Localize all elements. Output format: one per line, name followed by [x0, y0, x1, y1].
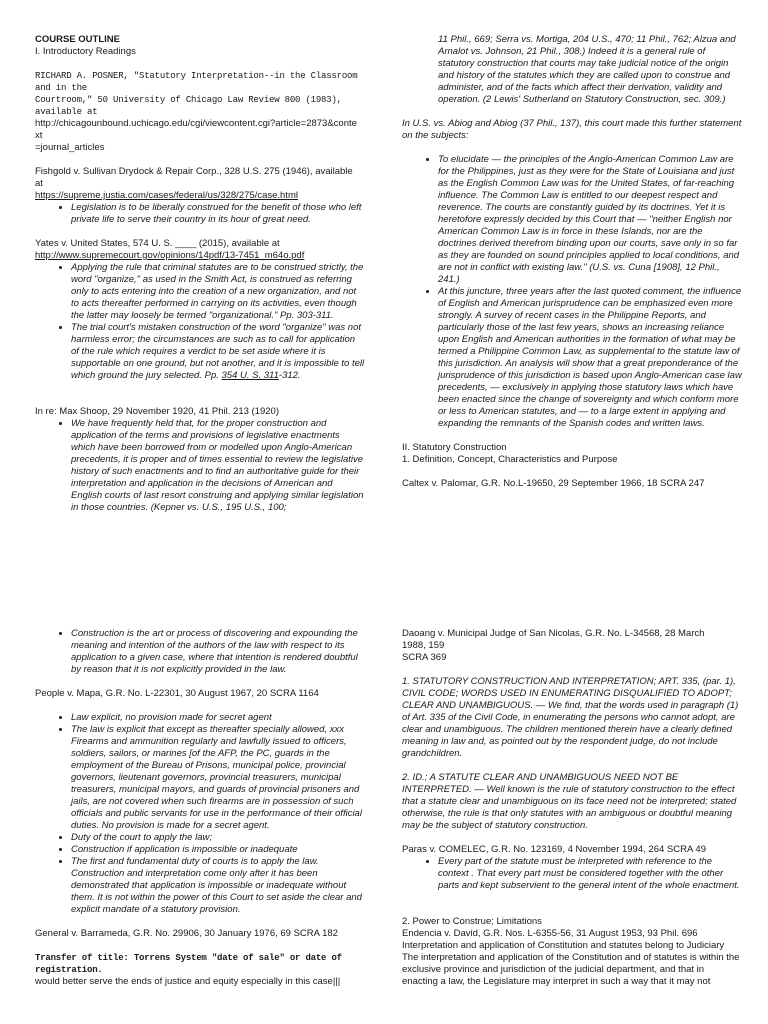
mapa-bullets [35, 712, 365, 916]
bullet-item: • At this juncture, three years after the last quoted comment, the influence of English and American jurisprudence can be emphasized even more strongly. A survey of recent cases in the Philippine Reports, and particularly those of the last few years, shows an increasing reliance upon English and American authorities in the formation of what may be termed a Philippine Common Law, as supplemental to the statute law of this jurisdiction. An analysis will show that a great preponderance of the jurisprudence of this jurisdiction is based upon Anglo-American case law precedents, — exclusively in applying those statutory laws which have been enacted since the change of sovereignty and which conform more or less to American statutes, and — to a large extent in applying and expanding the remnants of the Spanish codes and written laws. [438, 286, 742, 430]
yates-bullets [35, 262, 365, 382]
bullet-item: • Law explicit, no provision made for secret agent [71, 712, 365, 724]
torrens-heading: Transfer of title: Torrens System "date of sale" or date of registration. [35, 953, 342, 975]
yates-citation: Yates v. United States, 574 U. S. ____ (2015), available at [35, 238, 280, 249]
endencia-citation: Endencia v. David, G.R. Nos. L-6355-56, 31 August 1953, 93 Phil. 696 [402, 928, 698, 939]
paras-bullets [402, 856, 742, 892]
column-top-left [35, 34, 365, 514]
fishgold-citation: Fishgold v. Sullivan Drydock & Repair Corp., 328 U.S. 275 (1946), available [35, 166, 353, 177]
bullet-item: • Construction is the art or process of discovering and expounding the meaning and intention of the authors of the law with respect to its application to a given case, where that intention is rendered doubtful by reason that it is not explicitly provided in the law. [71, 628, 365, 676]
subsection-heading-definition: 1. Definition, Concept, Characteristics and Purpose [402, 454, 618, 465]
posner-url-line: xt [35, 130, 43, 141]
section-heading-introductory: I. Introductory Readings [35, 46, 136, 57]
daoang-citation: SCRA 369 [402, 652, 447, 663]
bullet-item: • We have frequently held that, for the proper construction and application of the terms and provisions of legislative enactments which have been borrowed from or modelled upon Anglo-American precedents, it is proper and of times essential to review the legislative history of such enactments and to find an authoritative guide for their interpretation and application in the decisions of American and English courts of last resort construing and applying similar legislation in those countries. (Kepner vs. U.S., 195 U.S., 100; [71, 418, 365, 514]
bullet-item [71, 322, 365, 382]
bullet-item: • Applying the rule that criminal statutes are to be construed strictly, the word "organize," as used in the Smith Act, is construed as referring only to acts entering into the creation of a new organization, and not to acts thereafter performed in carrying on its activities, even though the latter may loosely be termed "organizational." Pp. 303-311. [71, 262, 365, 322]
posner-url-line: http://chicagounbound.uchicago.edu/cgi/viewcontent.cgi?article=2873&conte [35, 118, 357, 129]
section-heading-statutory: II. Statutory Construction [402, 442, 507, 453]
bullet-text: The trial court's mistaken construction of the word "organize" was not harmless error; the circumstances are such as to call for application of the rule which requires a verdict to be set aside where it is supportable on one ground, but not another, and it is impossible to tell which ground the jury selected. Pp. [71, 322, 365, 381]
fishgold-bullets [35, 202, 365, 226]
bullet-item: • Construction if application is impossible or inadequate [71, 844, 365, 856]
posner-citation-line: Courtroom," 50 University of Chicago Law Review 800 (1983), available at [35, 95, 342, 117]
bullet-text: -312. [278, 370, 301, 381]
bullet-item: • Every part of the statute must be interpreted with reference to the context . That every part must be considered together with the other parts and kept subservient to the general intent of the whole enactment. [438, 856, 742, 892]
course-outline-title: COURSE OUTLINE [35, 34, 120, 45]
shoop-continuation: 11 Phil., 669; Serra vs. Mortiga, 204 U.S., 470; 11 Phil., 762; Alzua and Arnalot vs. Johnson, 21 Phil., 308.) Indeed it is a general rule of statutory construction that courts may take judicial notice of the origin and history of the statutes which they are called upon to construe and administer, and of the facts which affect their derivation, validity and operation. (2 Lewis' Sutherland on Statutory Construction, sec. 309.) [438, 34, 736, 105]
construction-bullets [35, 628, 365, 676]
yates-link[interactable]: http://www.supremecourt.gov/opinions/14pdf/13-7451_m64o.pdf [35, 250, 305, 261]
bullet-item: • The law is explicit that except as thereafter specially allowed, xxx Firearms and ammunition regularly and lawfully issued to officers, soldiers, sailors, or marines [of the AFP, the PC, guards in the employment of the Bureau of Prisons, municipal police, provincial governors, lieutenant governors, provincial treasurers, municipal treasurers, municipal mayors, and guards of provincial prisoners and jails, are not covered when such firearms are in possession of such officials and public servants for use in the performance of their official duties. No provision is made for a secret agent. [71, 724, 365, 832]
bullet-item: • The first and fundamental duty of courts is to apply the law. Construction and interpretation come only after it has been demonstrated that application is impossible or inadequate without them. It is not within the power of this Court to set aside the clear and explicit mandate of a statutory provision. [71, 856, 365, 916]
shoop-citation: In re: Max Shoop, 29 November 1920, 41 Phil. 213 (1920) [35, 406, 279, 417]
endencia-paragraph: The interpretation and application of the Constitution and of statutes is within the exclusive province and jurisdiction of the judicial department, and that in enacting a law, the Legislature may interpret in such a way that it may not [402, 952, 740, 987]
shoop-bullets [35, 418, 365, 514]
bullet-item: • Legislation is to be liberally construed for the benefit of those who left private life to serve their country in its hour of great need. [71, 202, 365, 226]
paras-citation: Paras v. COMELEC, G.R. No. 123169, 4 November 1994, 264 SCRA 49 [402, 844, 706, 855]
daoang-paragraph: 1. STATUTORY CONSTRUCTION AND INTERPRETATION; ART. 335, (par. 1), CIVIL CODE; WORDS USED IN ENUMERATING DISQUALIFIED TO ADOPT; CLEAR AND UNAMBIGUOUS. — We find, that the words used in paragraph (1) of Art. 335 of the Civil Code, in enumerating the persons who cannot adopt, are clear and unambiguous. The children mentioned therein have a clearly defined meaning in law and, as pointed out by the respondent judge, do not include grandchildren. [402, 676, 739, 759]
mapa-citation: People v. Mapa, G.R. No. L-22301, 30 August 1967, 20 SCRA 1164 [35, 688, 319, 699]
bullet-item: • To elucidate — the principles of the Anglo-American Common Law are for the Philippines, just as they were for the State of Louisiana and just as the English Common Law was for the United States, of far-reaching influence. The Common Law is entitled to our deepest respect and reverence. The courts are constantly guided by its doctrines. Yet it is heretofore expressly decided by this Court that — "neither English nor American Common Law is in force in these Islands, nor are the doctrines derived therefrom binding upon our courts, save only in so far as they are founded on sound principles applied to local conditions, and are not in conflict with existing law." (U.S. vs. Cuna [1908], 12 Phil., 241.) [438, 154, 742, 286]
daoang-citation: 1988, 159 [402, 640, 445, 651]
citation-link[interactable]: 354 U. S. 311 [221, 370, 279, 381]
column-top-right [402, 34, 742, 490]
general-citation: General v. Barrameda, G.R. No. 29906, 30 January 1976, 69 SCRA 182 [35, 928, 338, 939]
column-bottom-right [402, 628, 742, 988]
torrens-text: would better serve the ends of justice and equity especially in this case||| [35, 976, 341, 987]
caltex-citation: Caltex v. Palomar, G.R. No.L-19650, 29 September 1966, 18 SCRA 247 [402, 478, 705, 489]
endencia-paragraph: Interpretation and application of Constitution and statutes belong to Judiciary [402, 940, 725, 951]
abiog-bullets [402, 154, 742, 430]
bullet-item: • Duty of the court to apply the law; [71, 832, 365, 844]
daoang-citation: Daoang v. Municipal Judge of San Nicolas, G.R. No. L-34568, 28 March [402, 628, 705, 639]
subsection-heading-power: 2. Power to Construe; Limitations [402, 916, 542, 927]
abiog-citation: In U.S. vs. Abiog and Abiog (37 Phil., 137), this court made this further statement on the subjects: [402, 118, 742, 141]
posner-url-line: =journal_articles [35, 142, 105, 153]
fishgold-link[interactable]: https://supreme.justia.com/cases/federal/us/328/275/case.html [35, 190, 298, 201]
column-bottom-left [35, 628, 365, 988]
posner-citation-line: RICHARD A. POSNER, "Statutory Interpretation--in the Classroom and in the [35, 71, 358, 93]
fishgold-citation: at [35, 178, 43, 189]
daoang-paragraph: 2. ID.; A STATUTE CLEAR AND UNAMBIGUOUS NEED NOT BE INTERPRETED. — Well known is the rule of statutory construction to the effect that a statute clear and unambiguous on its face need not be interpreted; stated otherwise, the rule is that only statutes with an ambiguous or doubtful meaning may be the subject of statutory construction. [402, 772, 737, 831]
